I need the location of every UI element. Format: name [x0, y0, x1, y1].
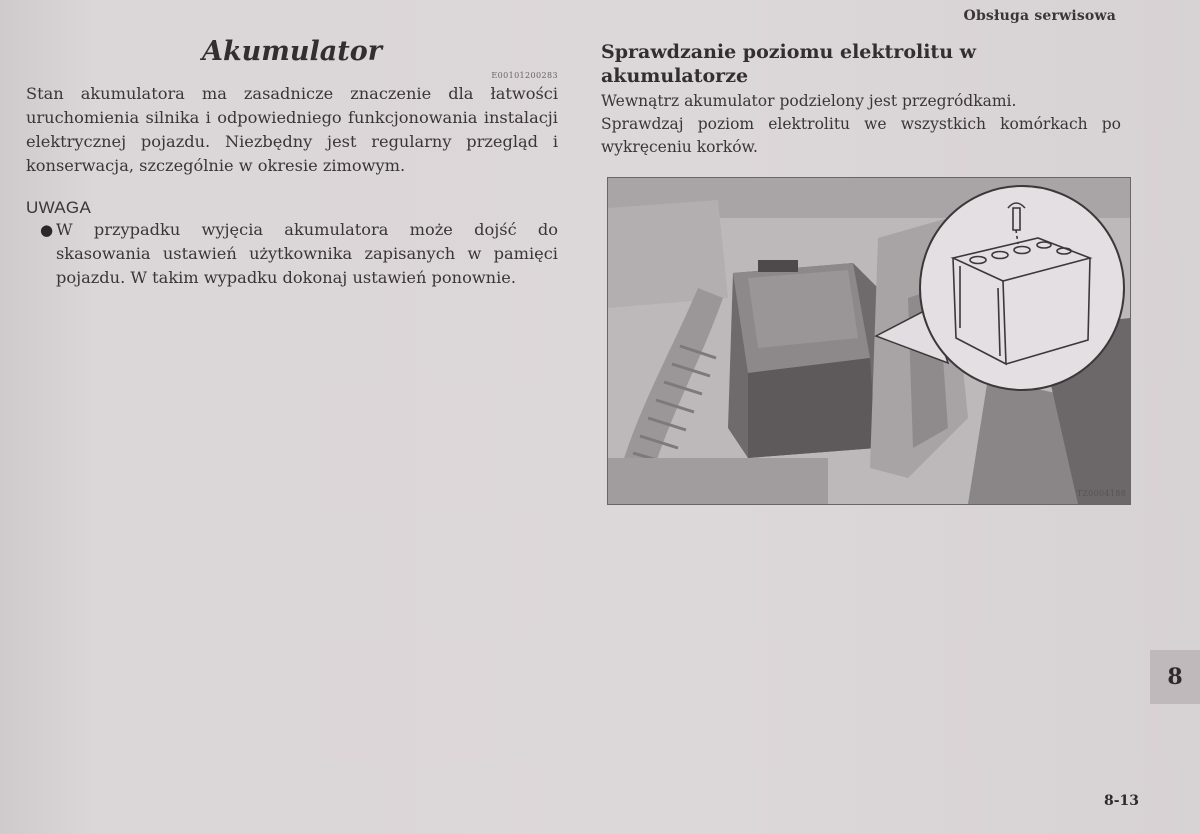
chapter-tab: 8: [1150, 650, 1200, 704]
battery-illustration: [607, 177, 1131, 505]
note-item: [26, 218, 558, 290]
running-header: Obsługa serwisowa: [963, 8, 1116, 24]
note-text: W przypadku wyjęcia akumulatora może dojść do skasowania ustawień użytkownika zapisanych w pamięci pojazdu. W takim wypadku dokonaj ustawień ponownie.: [56, 220, 558, 287]
bullet-icon: ●: [40, 221, 54, 239]
figure-code: TZ0004188: [1076, 489, 1126, 498]
note-heading: UWAGA: [26, 198, 92, 217]
left-column: [26, 36, 558, 290]
instruction-text: Sprawdzaj poziom elektrolitu we wszystkich komórkach po wykręceniu korków.: [601, 115, 1121, 156]
right-column: [601, 40, 1121, 159]
intro-paragraph: Stan akumulatora ma zasadnicze znaczenie dla łatwości uruchomienia silnika i odpowiedniego funkcjonowania instalacji elektrycznej pojazdu. Niezbędny jest regularny przegląd i konserwacja, szczególnie w okresie zimowym.: [26, 84, 558, 175]
section-title: Akumulator: [202, 36, 382, 67]
reference-code: E00101200283: [491, 71, 558, 80]
page-number: 8-13: [1104, 793, 1140, 809]
engine-bay-photo: [608, 178, 1130, 504]
intro-line: Wewnątrz akumulator podzielony jest przegródkami.: [601, 92, 1017, 110]
subsection-title: Sprawdzanie poziomu elektrolitu w akumulatorze: [601, 41, 976, 87]
